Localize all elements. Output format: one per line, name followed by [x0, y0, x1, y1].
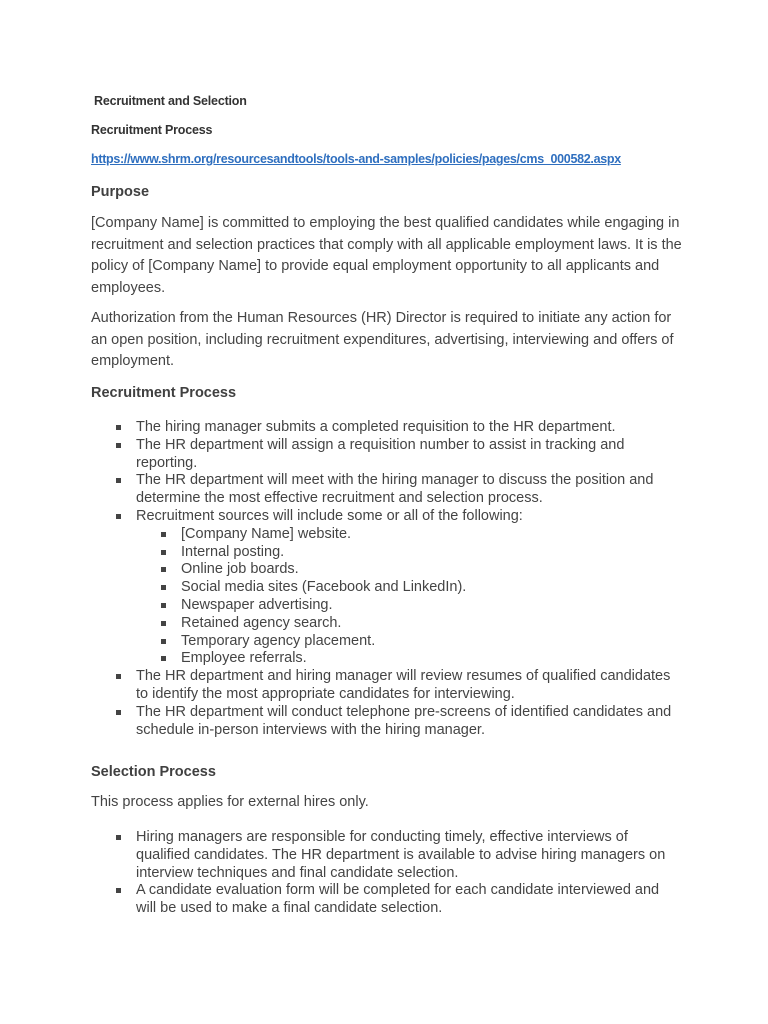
sub-list-item: Retained agency search.	[136, 615, 681, 633]
list-item-text: Recruitment sources will include some or all of the following:	[136, 507, 523, 524]
sub-list-item: Internal posting.	[136, 544, 681, 562]
recruitment-sources-list	[136, 526, 681, 668]
sub-list-item: Social media sites (Facebook and LinkedIn).	[136, 579, 681, 597]
sub-list-item: Temporary agency placement.	[136, 633, 681, 651]
document-title: Recruitment and Selection	[94, 94, 247, 108]
list-item: The HR department and hiring manager will review resumes of qualified candidates to identify the most appropriate candidates for interviewing.	[0, 668, 681, 704]
sub-list-item: [Company Name] website.	[136, 526, 681, 544]
document-subtitle: Recruitment Process	[91, 123, 213, 137]
sub-list-item: Newspaper advertising.	[136, 597, 681, 615]
sub-list-item: Employee referrals.	[136, 650, 681, 668]
list-item: The hiring manager submits a completed requisition to the HR department.	[0, 419, 681, 437]
list-item: A candidate evaluation form will be completed for each candidate interviewed and will be used to make a final candidate selection.	[0, 882, 681, 918]
list-item: The HR department will meet with the hiring manager to discuss the position and determine the most effective recruitment and selection process.	[0, 472, 681, 508]
recruitment-heading: Recruitment Process	[91, 385, 237, 401]
list-item	[0, 508, 681, 668]
purpose-paragraph-1: [Company Name] is committed to employing the best qualified candidates while engaging in recruitment and selection practices that comply with all applicable employment laws. It is the policy of [Company Name] to provide equal employment opportunity to all applicants and employees.	[91, 215, 682, 296]
purpose-paragraph-2: Authorization from the Human Resources (HR) Director is required to initiate any action for an open position, including recruitment expenditures, advertising, interviewing and offers of employment.	[91, 310, 674, 369]
list-item: The HR department will conduct telephone pre-screens of identified candidates and schedule in-person interviews with the hiring manager.	[0, 704, 681, 740]
selection-heading: Selection Process	[91, 764, 216, 780]
list-item: Hiring managers are responsible for conducting timely, effective interviews of qualified candidates. The HR department is available to advise hiring managers on interview techniques and final candidate selection.	[0, 829, 681, 882]
list-item: The HR department will assign a requisition number to assist in tracking and reporting.	[0, 437, 681, 473]
purpose-heading: Purpose	[91, 184, 150, 200]
source-link[interactable]: https://www.shrm.org/resourcesandtools/tools-and-samples/policies/pages/cms_000582.aspx	[91, 152, 621, 166]
selection-intro: This process applies for external hires only.	[91, 794, 369, 810]
selection-list	[0, 829, 700, 918]
recruitment-list	[0, 419, 700, 739]
sub-list-item: Online job boards.	[136, 561, 681, 579]
